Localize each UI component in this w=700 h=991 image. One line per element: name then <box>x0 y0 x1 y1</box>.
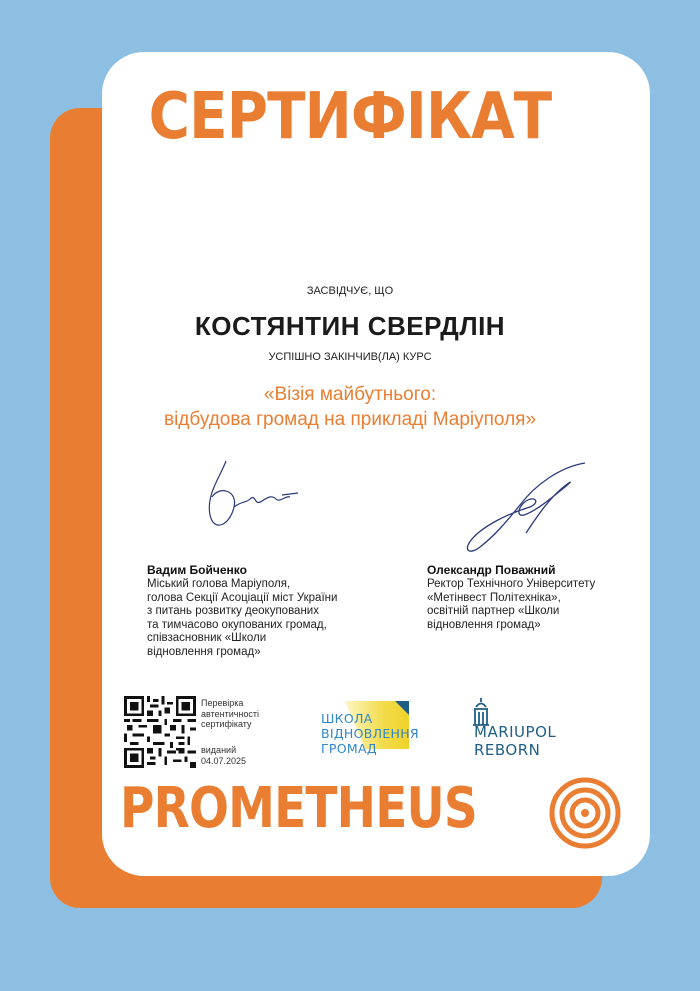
mariupol-reborn-logo: MARIUPOL REBORN <box>470 697 580 767</box>
signature-povazhnyi <box>440 455 590 560</box>
signature-boichenko <box>190 455 310 545</box>
recipient-name: КОСТЯНТИН СВЕРДЛІН <box>194 311 506 341</box>
prometheus-logo-icon <box>548 776 622 850</box>
prometheus-wordmark: PROMETHEUS <box>120 776 477 841</box>
signer-2-name: Олександр Поважний <box>427 563 556 577</box>
qr-code[interactable] <box>124 696 196 768</box>
certificate-title: СЕРТИФІКАТ <box>148 80 552 154</box>
signer-2-role: Ректор Технічного Університету «Метінвест Політехніка», освітній партнер «Школи відновлення громад» <box>427 578 596 631</box>
signer-1-role: Міський голова Маріуполя, голова Секції Асоціації міст України з питань розвитку деокупованих та тимчасово окупованих громад, співзасновник «Школи відновлення громад» <box>147 578 338 658</box>
verification-text: Перевірка автентичності сертифікату <box>201 698 260 729</box>
certifies-text: ЗАСВІДЧУЄ, ЩО <box>306 285 394 297</box>
issued-info: виданий 04.07.2025 <box>201 745 247 766</box>
completed-text: УСПІШНО ЗАКІНЧИВ(ЛА) КУРС <box>268 351 432 363</box>
school-logo: ШКОЛА ВІДНОВЛЕННЯ ГРОМАД <box>317 697 411 763</box>
course-title-line-2: відбудова громад на прикладі Маріуполя» <box>163 409 537 430</box>
course-title-line-1: «Візія майбутнього: <box>263 384 437 405</box>
signer-1-name: Вадим Бойченко <box>147 563 247 577</box>
